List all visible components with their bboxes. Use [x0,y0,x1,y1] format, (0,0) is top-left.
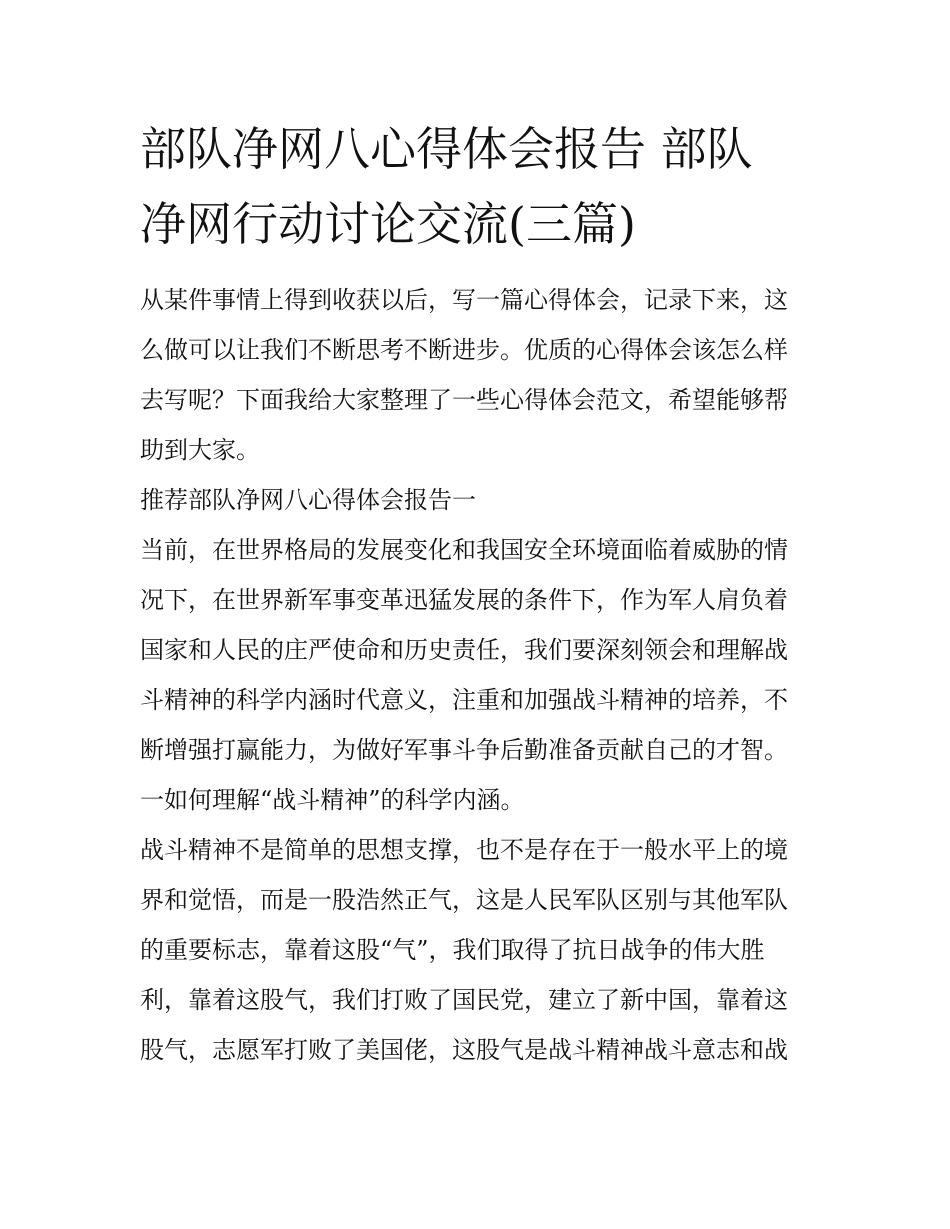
subsection-heading: 一如何理解“战斗精神”的科学内涵。 [140,786,525,814]
body-paragraph-1: 当前，在世界格局的发展变化和我国安全环境面临着威胁的情 况下，在世界新军事变革迅猛发展的条件下，作为军人肩负着 国家和人民的庄严使命和历史责任，我们要深刻领会和理解战 斗精神的科学内涵时代意义，注重和加强战斗精神的培养，不 断增强打赢能力，为做好军事斗争后勤准备贡献自己的才智。 [140,536,788,764]
body-paragraph-2: 战斗精神不是简单的思想支撑，也不是存在于一般水平上的境 界和觉悟，而是一股浩然正气，这是人民军队区别与其他军队 的重要标志，靠着这股“气”，我们取得了抗日战争的伟大胜 利，靠着这股气，我们打败了国民党，建立了新中国，靠着这 股气，志愿军打败了美国佬，这股气是战斗精神战斗意志和战 [140,836,788,1064]
section-heading: 推荐部队净网八心得体会报告一 [140,486,476,514]
document-title: 部队净网八心得体会报告 部队 净网行动讨论交流(三篇) [140,122,753,251]
document-body [140,112,812,1075]
intro-paragraph: 从某件事情上得到收获以后，写一篇心得体会，记录下来，这 么做可以让我们不断思考不断进步。优质的心得体会该怎么样 去写呢？下面我给大家整理了一些心得体会范文，希望能够帮 助到大家。 [140,286,788,464]
